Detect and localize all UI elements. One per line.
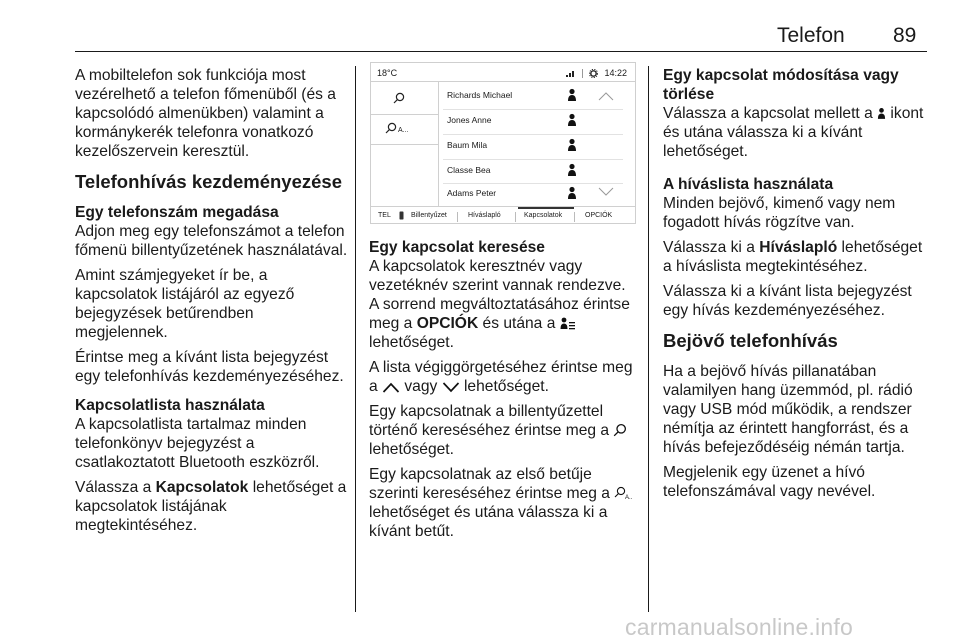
search-paragraph-2: A lista végiggörgetéséhez érintse meg a vagy lehetőséget. [369, 359, 633, 395]
section-heading-call: Telefonhívás kezdeményezése [75, 171, 343, 192]
tab-call-log[interactable]: Híváslapló [468, 212, 501, 219]
section-heading-incoming: Bejövő telefonhívás [663, 330, 838, 351]
phone-device-icon [399, 211, 404, 220]
tab-separator [457, 212, 458, 222]
edit-paragraph: Válassza a kapcsolat mellett a ikont és utána válassza ki a kívánt lehetőséget. [663, 105, 924, 160]
number-paragraph-1: Adjon meg egy telefonszámot a telefon főmenü billentyűzetének használatával. [75, 223, 348, 259]
subheading-search: Egy kapcsolat keresése [369, 239, 545, 256]
number-paragraph-3: Érintse meg a kívánt lista bejegyzést egy telefonhívás kezdeményezéséhez. [75, 349, 344, 385]
contact-name: Richards Michael [447, 90, 513, 100]
middle-column [369, 238, 637, 547]
column-separator-right [648, 66, 649, 612]
contact-name: Jones Anne [447, 115, 492, 125]
subheading-number: Egy telefonszám megadása [75, 204, 279, 221]
svg-text:A..: A.. [625, 495, 633, 500]
contact-row[interactable] [445, 135, 621, 159]
subheading-history: A híváslista használata [663, 176, 834, 193]
tab-options[interactable]: OPCIÓK [585, 212, 613, 219]
keyboard-search-button[interactable] [393, 92, 405, 106]
contact-person-icon[interactable] [567, 163, 577, 177]
letter-search-label: A... [398, 127, 409, 134]
contacts-paragraph-1: A kapcsolatlista tartalmaz minden telefonkönyv bejegyzést a csatlakoztatott Bluetooth eszközről. [75, 416, 320, 471]
tel-label: TEL [378, 212, 391, 219]
watermark: carmanualsonline.info [625, 614, 853, 640]
contact-person-icon[interactable] [567, 186, 577, 200]
page-header-title: Telefon [777, 24, 845, 47]
letter-search-button[interactable] [385, 122, 409, 134]
right-column [663, 66, 935, 507]
incoming-paragraph-1: Ha a bejövő hívás pillanatában valamilyen hang üzemmód, pl. rádió vagy USB mód működik, a rendszer némítja az érintett hangforrást, és a hívás befejeződéséig némán tartja. [663, 363, 913, 456]
subheading-edit: Egy kapcsolat módosítása vagy törlése [663, 67, 899, 103]
tab-separator [515, 212, 516, 222]
scroll-up-icon[interactable] [598, 92, 614, 101]
search-icon [613, 423, 627, 437]
scroll-down-icon[interactable] [598, 187, 614, 196]
chevron-up-icon [382, 382, 400, 393]
tab-contacts[interactable]: Kapcsolatok [524, 212, 563, 219]
contact-row[interactable] [445, 85, 621, 109]
screen-status-bar [566, 68, 627, 78]
signal-icon [566, 69, 576, 77]
contact-person-icon[interactable] [567, 138, 577, 152]
subheading-contacts: Kapcsolatlista használata [75, 397, 265, 414]
tab-separator [574, 212, 575, 222]
contacts-screen-illustration [370, 62, 636, 224]
contact-name: Classe Bea [447, 165, 491, 175]
settings-gear-icon [589, 69, 598, 78]
history-paragraph-2: Válassza ki a Híváslapló lehetőséget a híváslista megtekintéséhez. [663, 239, 923, 275]
search-paragraph-4: Egy kapcsolatnak az első betűje szerinti kereséséhez érintse meg a A.. lehetőséget és utána válassza ki a kívánt betűt. [369, 466, 633, 540]
history-paragraph-1: Minden bejövő, kimenő vagy nem fogadott hívás rögzítve van. [663, 195, 896, 231]
header-rule [75, 51, 927, 52]
active-tab-indicator [518, 207, 574, 209]
tab-keyboard[interactable]: Billentyűzet [411, 212, 447, 219]
contact-row[interactable] [445, 183, 621, 207]
page-number: 89 [893, 24, 917, 47]
contact-person-icon[interactable] [567, 113, 577, 127]
history-paragraph-3: Válassza ki a kívánt lista bejegyzést egy hívás kezdeményezéséhez. [663, 283, 912, 319]
screen-bottom-bar [371, 206, 635, 224]
search-paragraph-3: Egy kapcsolatnak a billentyűzettel történő kereséséhez érintse meg a lehetőséget. [369, 402, 637, 459]
screen-search-panel [371, 82, 439, 206]
contact-row[interactable] [445, 110, 621, 134]
search-panel-divider [371, 114, 439, 115]
search-icon [393, 92, 405, 104]
left-column [75, 66, 349, 541]
intro-paragraph: A mobiltelefon sok funkciója most vezérelhető a telefon főmenüből (és a kapcsolódó almenükben) valamint a kormánykerék telefonra vonatkozó kezelőszervein keresztül. [75, 67, 336, 160]
search-panel-divider-2 [371, 144, 439, 145]
contact-row[interactable] [445, 160, 621, 184]
sort-person-list-icon [560, 317, 576, 330]
letter-search-icon [614, 486, 634, 500]
contact-person-icon[interactable] [567, 88, 577, 102]
number-paragraph-2: Amint számjegyeket ír be, a kapcsolatok listájáról az egyező bejegyzések betűrendben megjelennek. [75, 267, 295, 341]
search-paragraph-1: A kapcsolatok keresztnév vagy vezetéknév szerint vannak rendezve. A sorrend megváltoztatásához érintse meg a OPCIÓK és utána a lehetőséget. [369, 258, 630, 351]
contacts-paragraph-2: Válassza a Kapcsolatok lehetőséget a kapcsolatok listájának megtekintéséhez. [75, 479, 347, 534]
contact-name: Adams Peter [447, 188, 497, 198]
incoming-paragraph-2: Megjelenik egy üzenet a hívó telefonszámával vagy nevével. [663, 464, 876, 500]
contact-person-icon [877, 107, 886, 120]
screen-time: 14:22 [604, 68, 627, 78]
chevron-down-icon [442, 382, 460, 393]
screen-temperature: 18°C [377, 68, 398, 78]
letter-search-icon [385, 122, 397, 134]
column-separator-left [355, 66, 356, 612]
contact-name: Baum Mila [447, 140, 488, 150]
